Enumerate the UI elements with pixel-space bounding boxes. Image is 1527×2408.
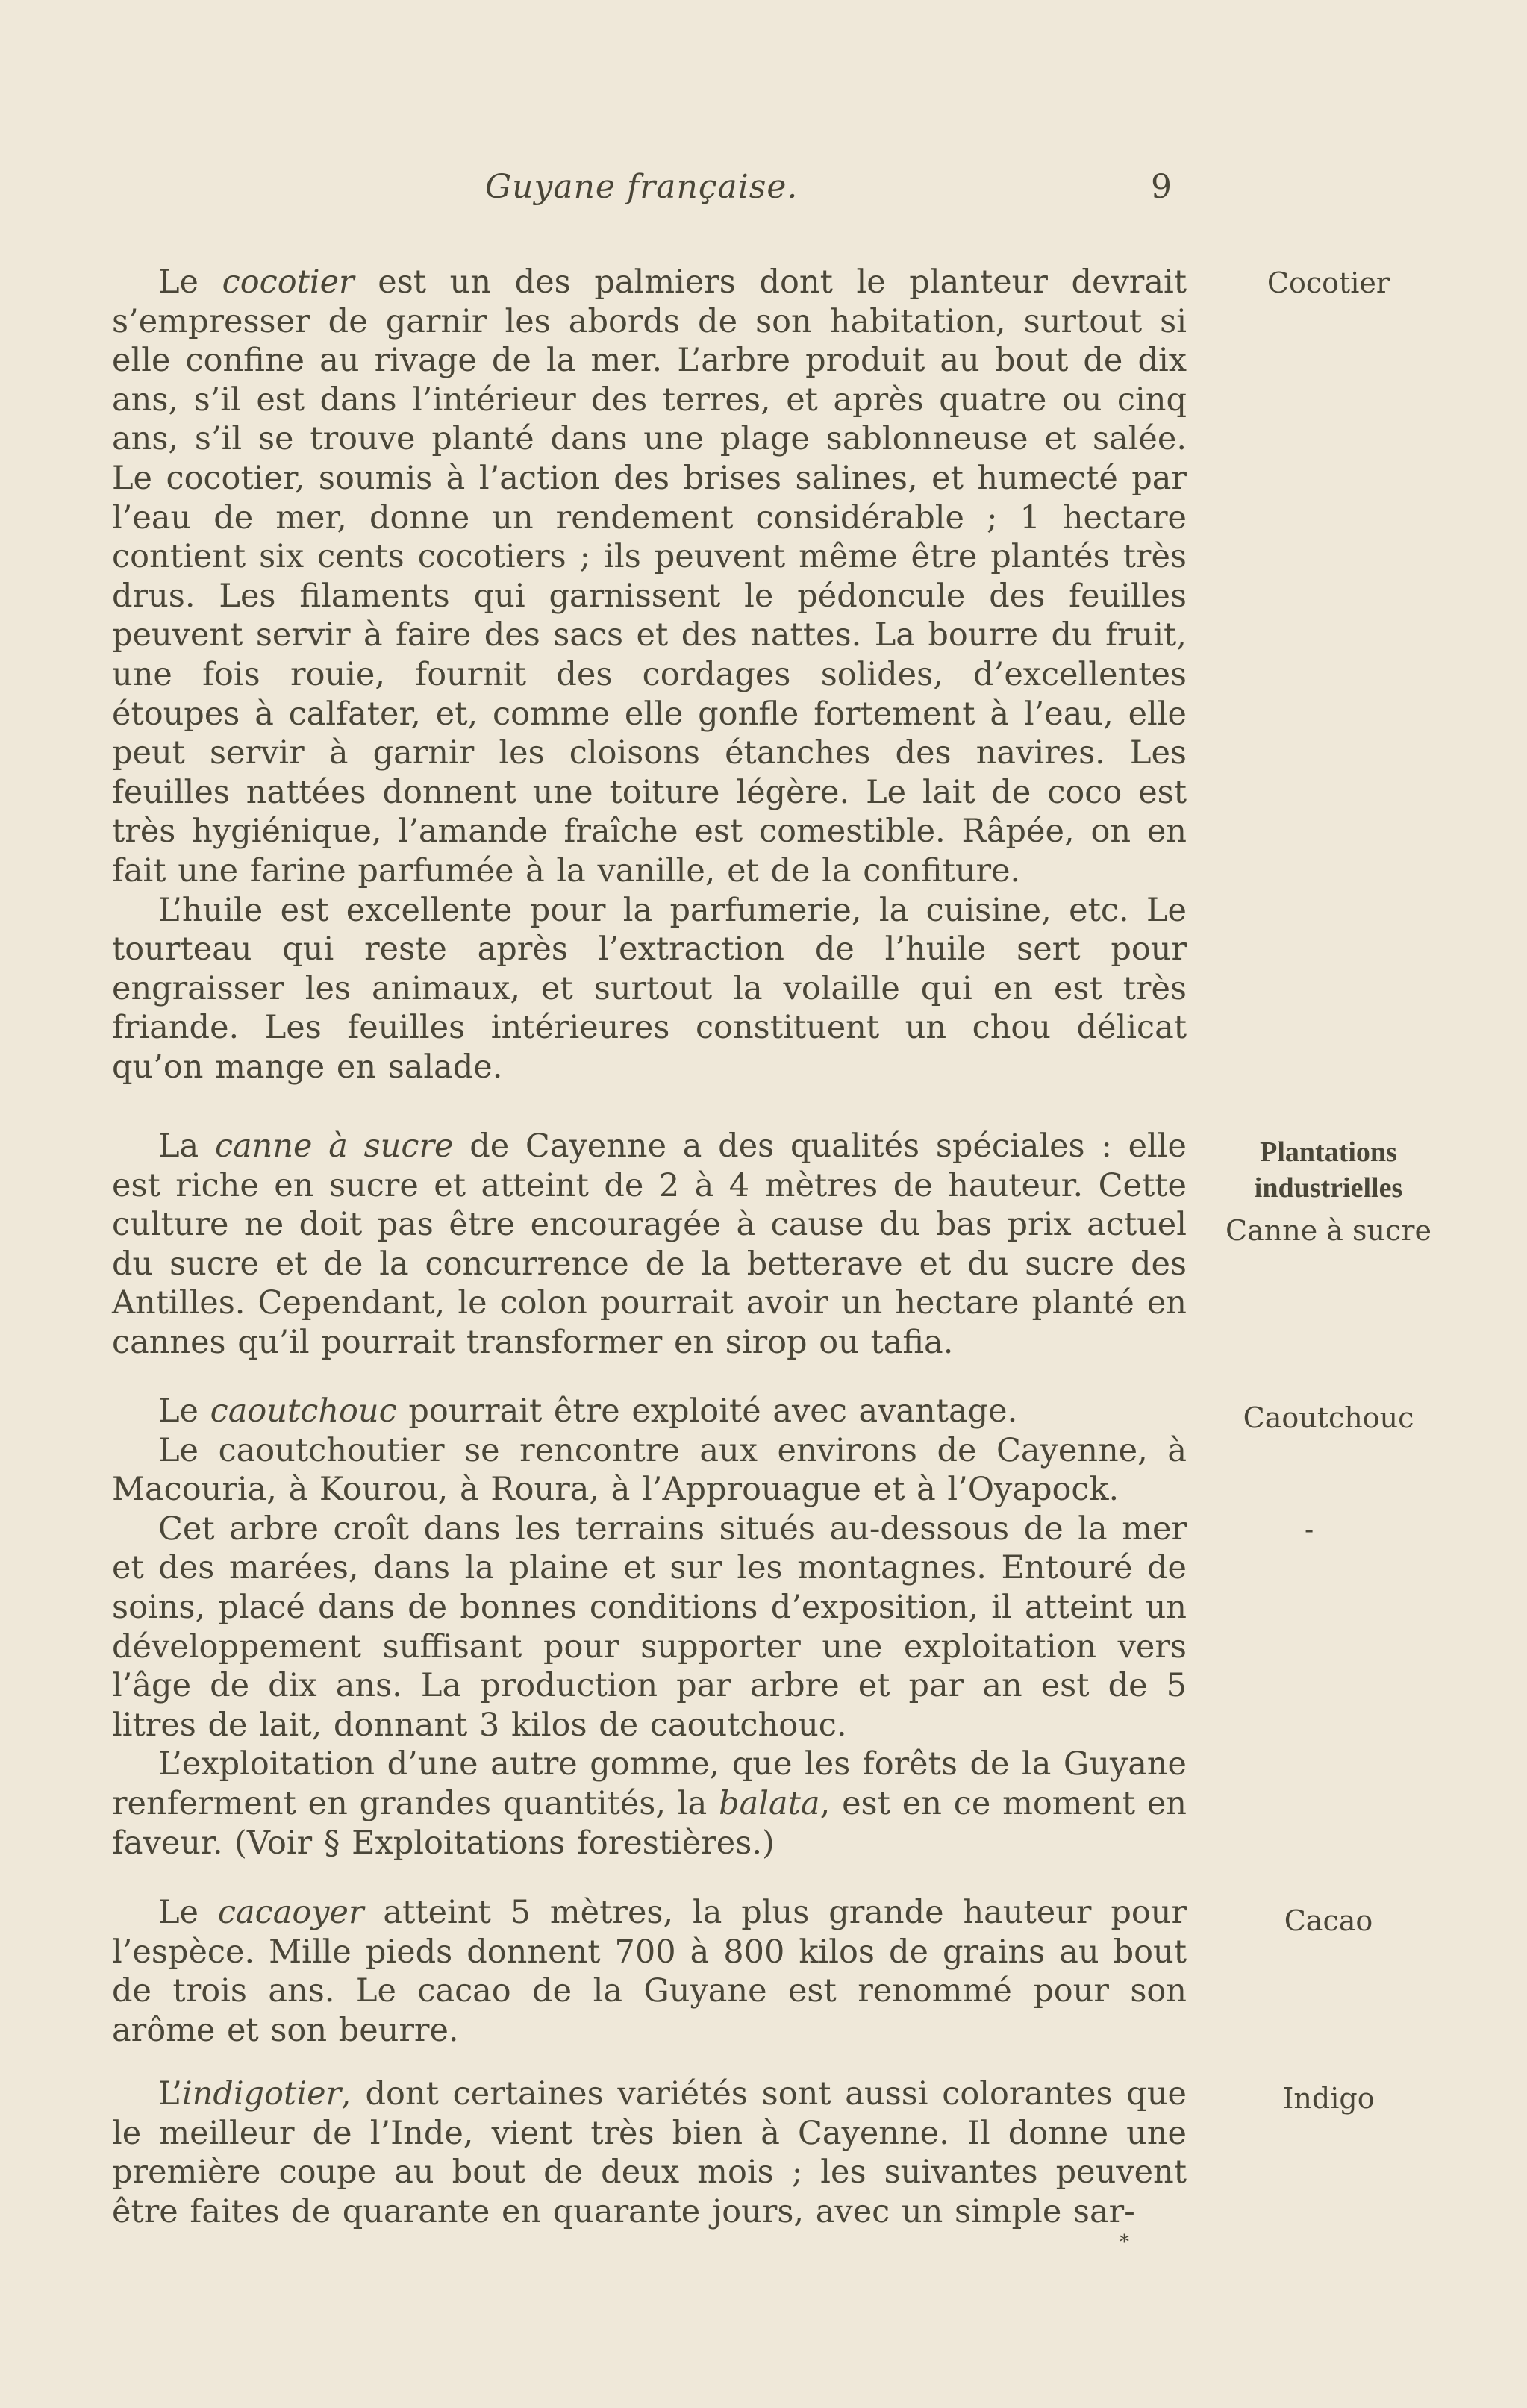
emphasis: caoutchouc — [210, 1392, 397, 1430]
margin-note-canne: Canne à sucre — [1225, 1214, 1431, 1247]
text: Le — [158, 1392, 210, 1430]
emphasis: indigotier — [181, 2075, 342, 2113]
margin-note-indigo: Indigo — [1282, 2082, 1375, 2115]
margin-dash: - — [1305, 1515, 1314, 1545]
paragraph-arbre: Cet arbre croît dans les terrains situés au-dessous de la mer et des marées, dans la plaine et sur les montagnes. Entouré de soins, placé dans de bonnes conditions d’exposition, il atteint un développement suffisant pour supporter une exploitation vers l’âge de dix ans. La production par arbre et par an est de 5 litres de lait, donnant 3 kilos de caoutchouc. — [112, 1510, 1187, 1744]
page-header — [112, 168, 1194, 220]
text: de Cayenne a des qualités spéciales : elle est riche en sucre et atteint de 2 à 4 mètres de hauteur. Cette culture ne doit pas être encouragée à cause du bas prix actuel du sucre et de la concurrence de la betterave et du sucre des Antilles. Cependant, le colon pourrait avoir un hectare planté en cannes qu’il pourrait transformer en sirop ou tafia. — [112, 1128, 1187, 1361]
text: , est en ce moment en faveur. (Voir § Exploitations forestières.) — [112, 1784, 1187, 1862]
margin-note-plantations: Plantations — [1260, 1136, 1397, 1168]
emphasis: canne à sucre — [214, 1128, 454, 1165]
section-canne — [112, 1127, 1187, 1363]
emphasis: cocotier — [222, 263, 355, 301]
paragraph-indigo — [112, 2074, 1187, 2231]
running-title: Guyane française. — [485, 168, 799, 206]
section-cocotier — [112, 263, 1187, 1086]
section-cacao — [112, 1893, 1187, 2050]
paragraph-caoutchoutier: Le caoutchoutier se rencontre aux environs de Cayenne, à Macouria, à Kourou, à Roura, à l’Approuague et à l’Oyapock. — [112, 1431, 1187, 1509]
paragraph-caoutchouc-intro — [112, 1392, 1187, 1431]
margin-note-cocotier: Cocotier — [1267, 266, 1390, 299]
paragraph-cocotier — [112, 263, 1187, 891]
text: L’exploitation d’une autre gomme, que les forêts de la Guyane renferment en grandes quantités, la — [112, 1745, 1187, 1822]
footer-mark: * — [1120, 2231, 1129, 2254]
text: est un des palmiers dont le planteur devrait s’empresser de garnir les abords de son habitation, surtout si elle confine au rivage de la mer. L’arbre produit au bout de dix ans, s’il est dans l’intérieur des terres, et après quatre ou cinq ans, s’il se trouve planté dans une plage sablonneuse et salée. Le cocotier, soumis à l’action des brises salines, et humecté par l’eau de mer, donne un rendement considérable ; 1 hectare contient six cents cocotiers ; ils peuvent même être plantés très drus. Les filaments qui garnissent le pédoncule des feuilles peuvent servir à faire des sacs et des nattes. La bourre du fruit, une fois rouie, fournit des cordages solides, d’excellentes étoupes à calfater, et, comme elle gonfle fortement à l’eau, elle peut servir à garnir les cloisons étanches des navires. Les feuilles nattées donnent une toiture légère. Le lait de coco est très hygiénique, l’amande fraîche est comestible. Râpée, on en fait une farine parfumée à la vanille, et de la confiture. — [112, 263, 1187, 889]
text: Le — [158, 1894, 218, 1931]
text: atteint 5 mètres, la plus grande hauteur pour l’espèce. Mille pieds donnent 700 à 800 kilos de grains au bout de trois ans. Le cacao de la Guyane est renommé pour son arôme et son beurre. — [112, 1894, 1187, 2049]
text: L’ — [158, 2075, 182, 2113]
emphasis: balata — [719, 1784, 820, 1822]
text: Le — [158, 263, 222, 301]
text: La — [158, 1128, 215, 1165]
emphasis: cacaoyer — [217, 1894, 364, 1931]
text: pourrait être exploité avec avantage. — [396, 1392, 1018, 1430]
page-number: 9 — [1151, 168, 1172, 206]
margin-note-industrielles: industrielles — [1254, 1172, 1403, 1204]
margin-note-cacao: Cacao — [1284, 1904, 1373, 1937]
margin-note-caoutchouc: Caoutchouc — [1243, 1401, 1414, 1434]
paragraph-huile: L’huile est excellente pour la parfumerie, la cuisine, etc. Le tourteau qui reste après l’extraction de l’huile sert pour engraisser les animaux, et surtout la volaille qui en est très friande. Les feuilles intérieures constituent un chou délicat qu’on mange en salade. — [112, 891, 1187, 1086]
paragraph-balata — [112, 1745, 1187, 1863]
section-indigo — [112, 2074, 1187, 2231]
paragraph-canne — [112, 1127, 1187, 1363]
section-caoutchouc — [112, 1392, 1187, 1863]
text: , dont certaines variétés sont aussi colorantes que le meilleur de l’Inde, vient très bien à Cayenne. Il donne une première coupe au bout de deux mois ; les suivantes peuvent être faites de quarante en quarante jours, avec un simple sar- — [112, 2075, 1187, 2230]
paragraph-cacao — [112, 1893, 1187, 2050]
